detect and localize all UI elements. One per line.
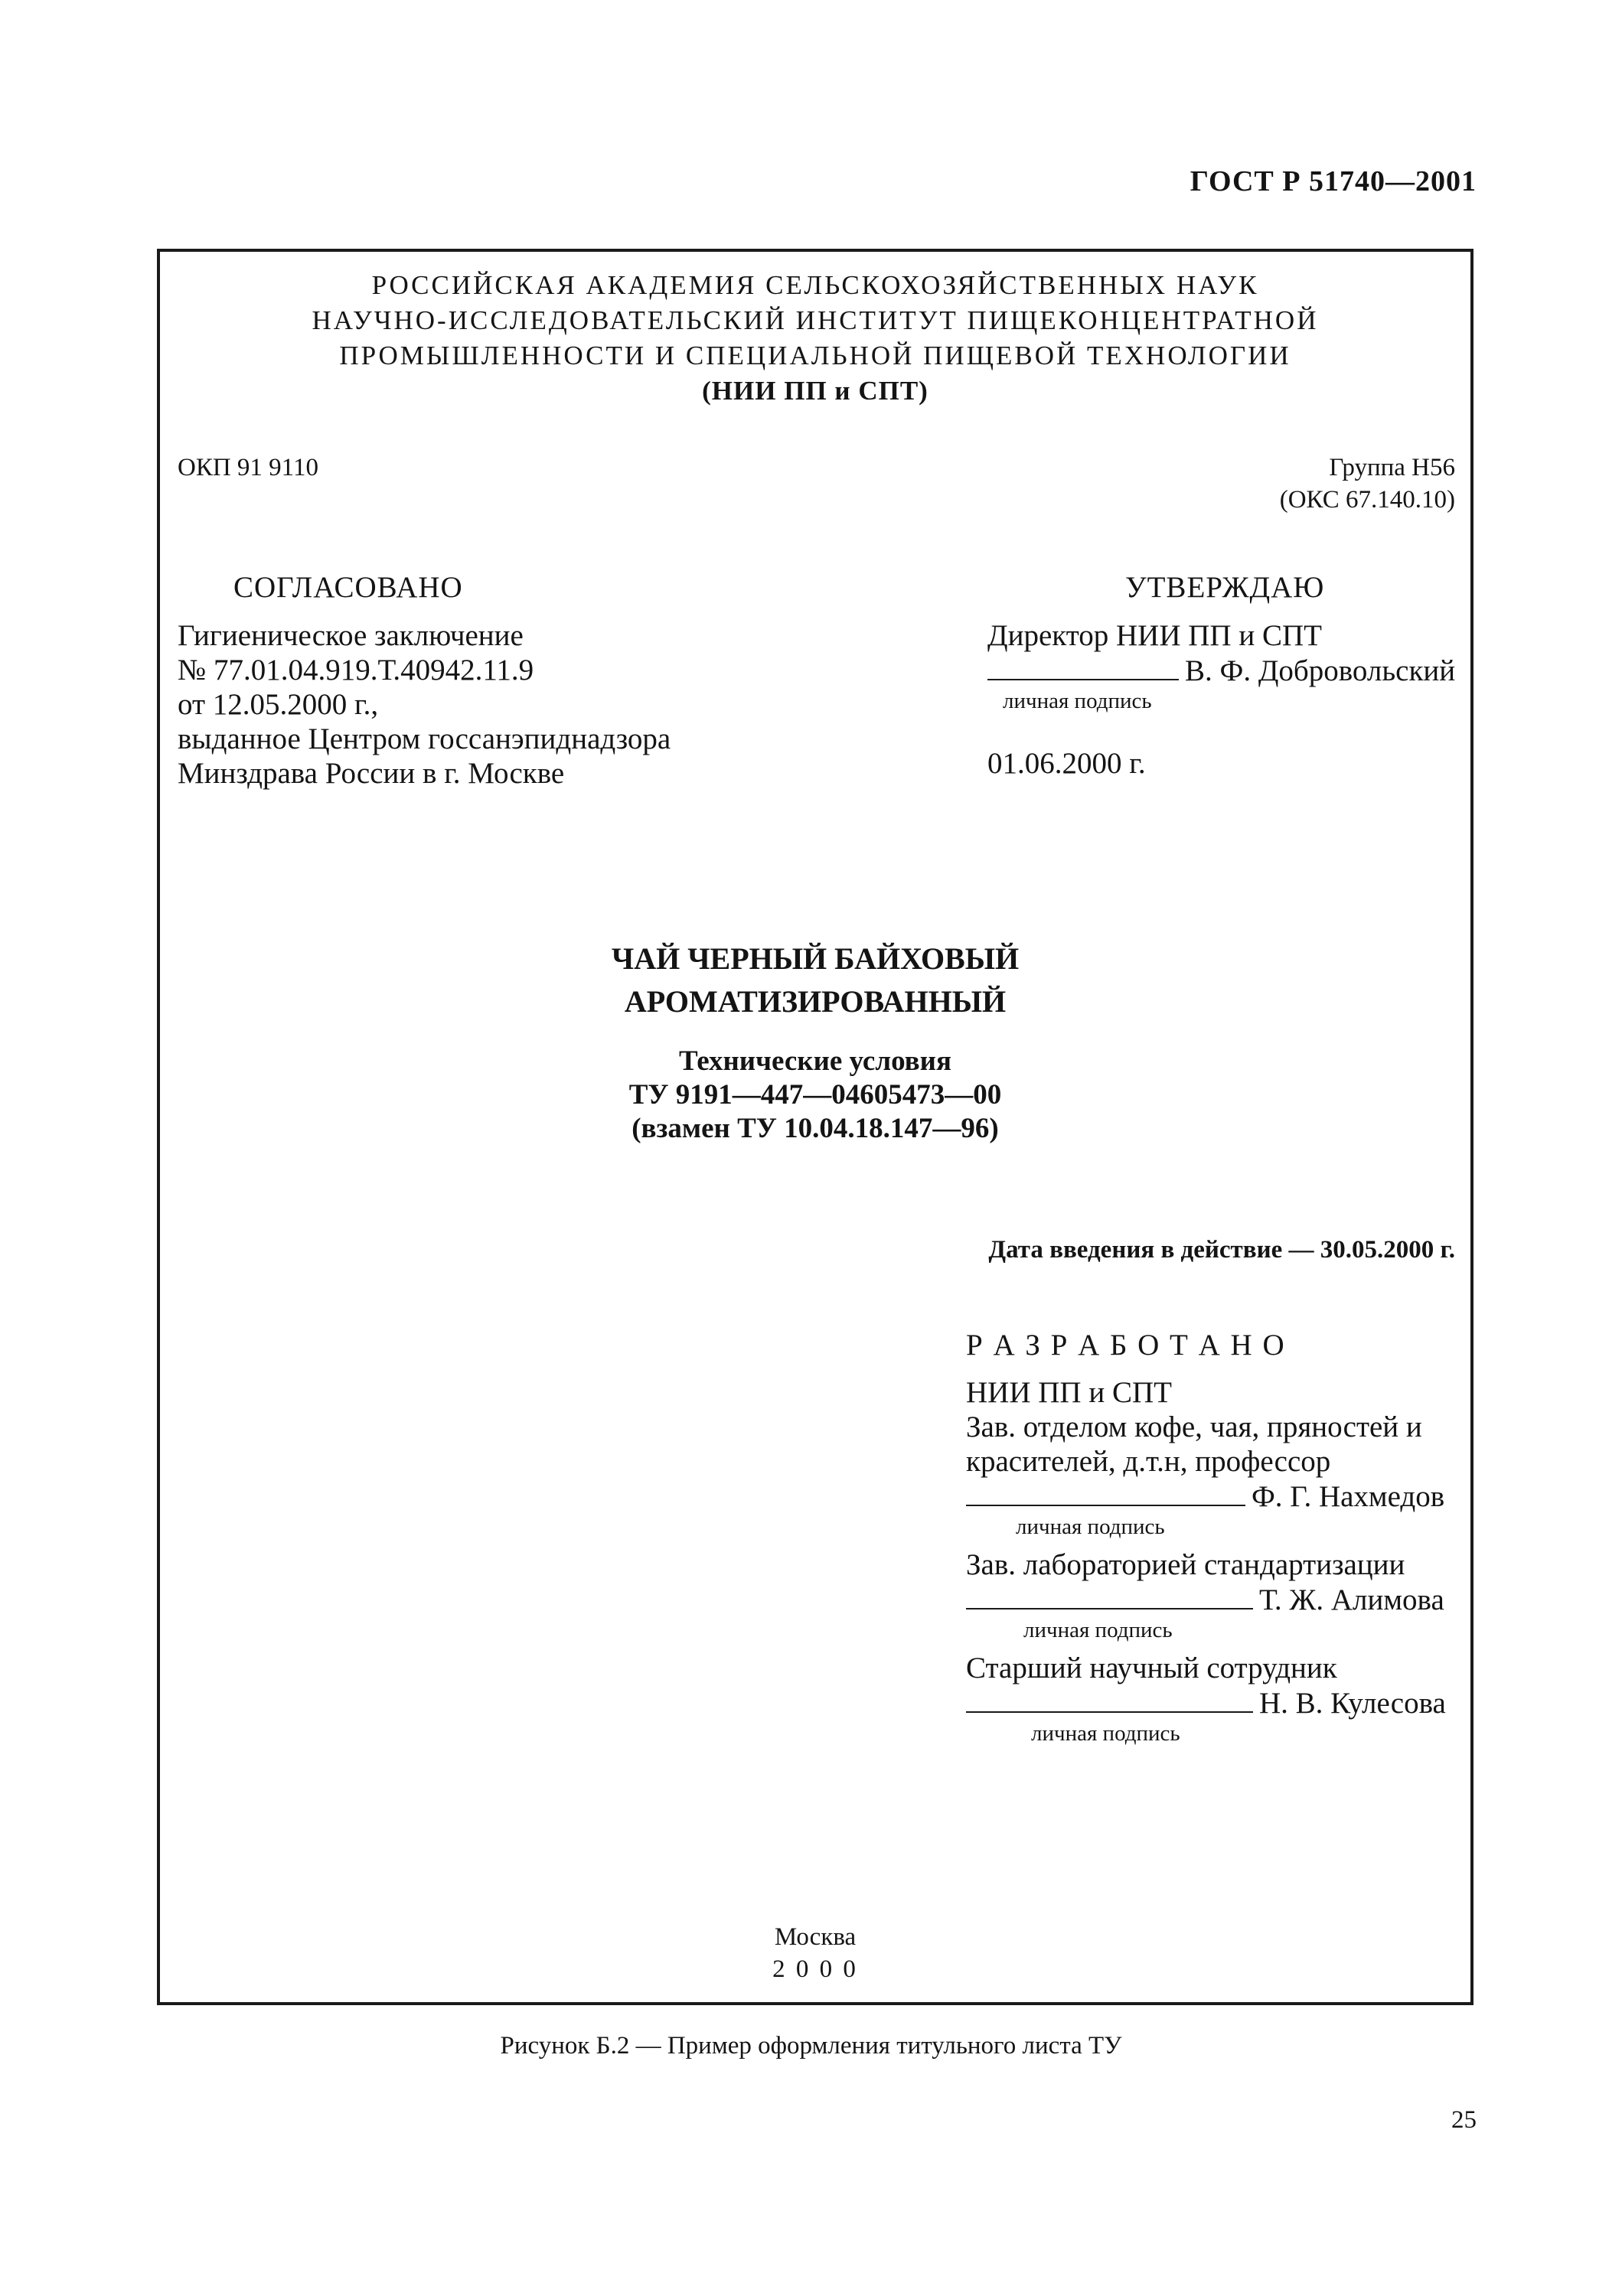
signature-line bbox=[966, 1479, 1245, 1506]
approved-position: Директор НИИ ПП и СПТ bbox=[987, 619, 1322, 652]
approved-block bbox=[987, 618, 1462, 714]
replaces-tu: (взамен ТУ 10.04.18.147—96) bbox=[632, 1113, 999, 1144]
agreed-line-2: № 77.01.04.919.Т.40942.11.9 bbox=[178, 654, 534, 687]
person3-name: Н. В. Кулесова bbox=[1259, 1687, 1446, 1720]
agreed-block bbox=[178, 618, 671, 791]
person3-signature-caption: личная подпись bbox=[1031, 1721, 1180, 1746]
person2-signature-row bbox=[966, 1582, 1456, 1617]
figure-caption: Рисунок Б.2 — Пример оформления титульного листа ТУ bbox=[500, 2032, 1122, 2060]
signature-line bbox=[987, 653, 1179, 680]
agreed-line-3: от 12.05.2000 г., bbox=[178, 688, 379, 721]
person1-name: Ф. Г. Нахмедов bbox=[1252, 1480, 1445, 1513]
org-line-3: ПРОМЫШЛЕННОСТИ И СПЕЦИАЛЬНОЙ ПИЩЕВОЙ ТЕХНОЛОГИИ bbox=[339, 341, 1291, 370]
title-line-2: АРОМАТИЗИРОВАННЫЙ bbox=[624, 984, 1007, 1019]
okp-code: ОКП 91 9110 bbox=[178, 454, 318, 481]
signature-line bbox=[966, 1685, 1253, 1713]
page-number: 25 bbox=[1451, 2106, 1477, 2134]
person1-position-line-2: красителей, д.т.н, профессор bbox=[966, 1445, 1331, 1478]
approved-name: В. Ф. Добровольский bbox=[1185, 654, 1456, 687]
standard-code: ГОСТ Р 51740—2001 bbox=[1190, 165, 1477, 197]
person3-signature-row bbox=[966, 1685, 1456, 1720]
group-codes bbox=[1280, 452, 1455, 516]
person2-position: Зав. лабораторией стандартизации bbox=[966, 1548, 1405, 1581]
document-subtitle-block bbox=[157, 1045, 1474, 1146]
org-line-2: НАУЧНО-ИССЛЕДОВАТЕЛЬСКИЙ ИНСТИТУТ ПИЩЕКОНЦЕНТРАТНОЙ bbox=[312, 305, 1319, 335]
person2-name: Т. Ж. Алимова bbox=[1259, 1583, 1444, 1616]
person1-signature-row bbox=[966, 1479, 1456, 1514]
group-code: Группа Н56 bbox=[1329, 454, 1455, 481]
person2-signature-caption: личная подпись bbox=[1023, 1618, 1173, 1642]
approved-signature-row bbox=[987, 653, 1462, 688]
agreed-line-1: Гигиеническое заключение bbox=[178, 619, 524, 652]
publication-footer bbox=[157, 1921, 1474, 1985]
signature-line bbox=[966, 1582, 1253, 1609]
developed-block bbox=[966, 1375, 1456, 1746]
tu-number: ТУ 9191—447—04605473—00 bbox=[628, 1079, 1002, 1110]
agreed-heading: СОГЛАСОВАНО bbox=[233, 571, 463, 604]
oks-code: (ОКС 67.140.10) bbox=[1279, 486, 1455, 514]
publication-city: Москва bbox=[774, 1923, 857, 1951]
approved-date: 01.06.2000 г. bbox=[987, 747, 1146, 780]
document-title bbox=[157, 938, 1474, 1023]
effective-date: Дата введения в действие — 30.05.2000 г. bbox=[988, 1236, 1455, 1264]
org-abbreviation: (НИИ ПП и СПТ) bbox=[702, 376, 928, 406]
developed-heading: Р А З Р А Б О Т А Н О bbox=[966, 1329, 1286, 1362]
org-line-1: РОССИЙСКАЯ АКАДЕМИЯ СЕЛЬСКОХОЗЯЙСТВЕННЫХ НАУК bbox=[371, 270, 1259, 300]
organization-header bbox=[157, 268, 1474, 409]
agreed-line-4: выданное Центром госсанэпиднадзора bbox=[178, 722, 671, 755]
person3-position: Старший научный сотрудник bbox=[966, 1652, 1337, 1684]
person1-position-line-1: Зав. отделом кофе, чая, пряностей и bbox=[966, 1411, 1422, 1443]
approved-signature-caption: личная подпись bbox=[1003, 689, 1152, 713]
title-line-1: ЧАЙ ЧЕРНЫЙ БАЙХОВЫЙ bbox=[611, 941, 1020, 976]
subtitle: Технические условия bbox=[679, 1045, 951, 1077]
publication-year: 2 0 0 0 bbox=[772, 1955, 858, 1983]
agreed-line-5: Минздрава России в г. Москве bbox=[178, 757, 565, 790]
approved-heading: УТВЕРЖДАЮ bbox=[1125, 571, 1325, 604]
developed-org: НИИ ПП и СПТ bbox=[966, 1376, 1172, 1409]
person1-signature-caption: личная подпись bbox=[1016, 1515, 1165, 1539]
